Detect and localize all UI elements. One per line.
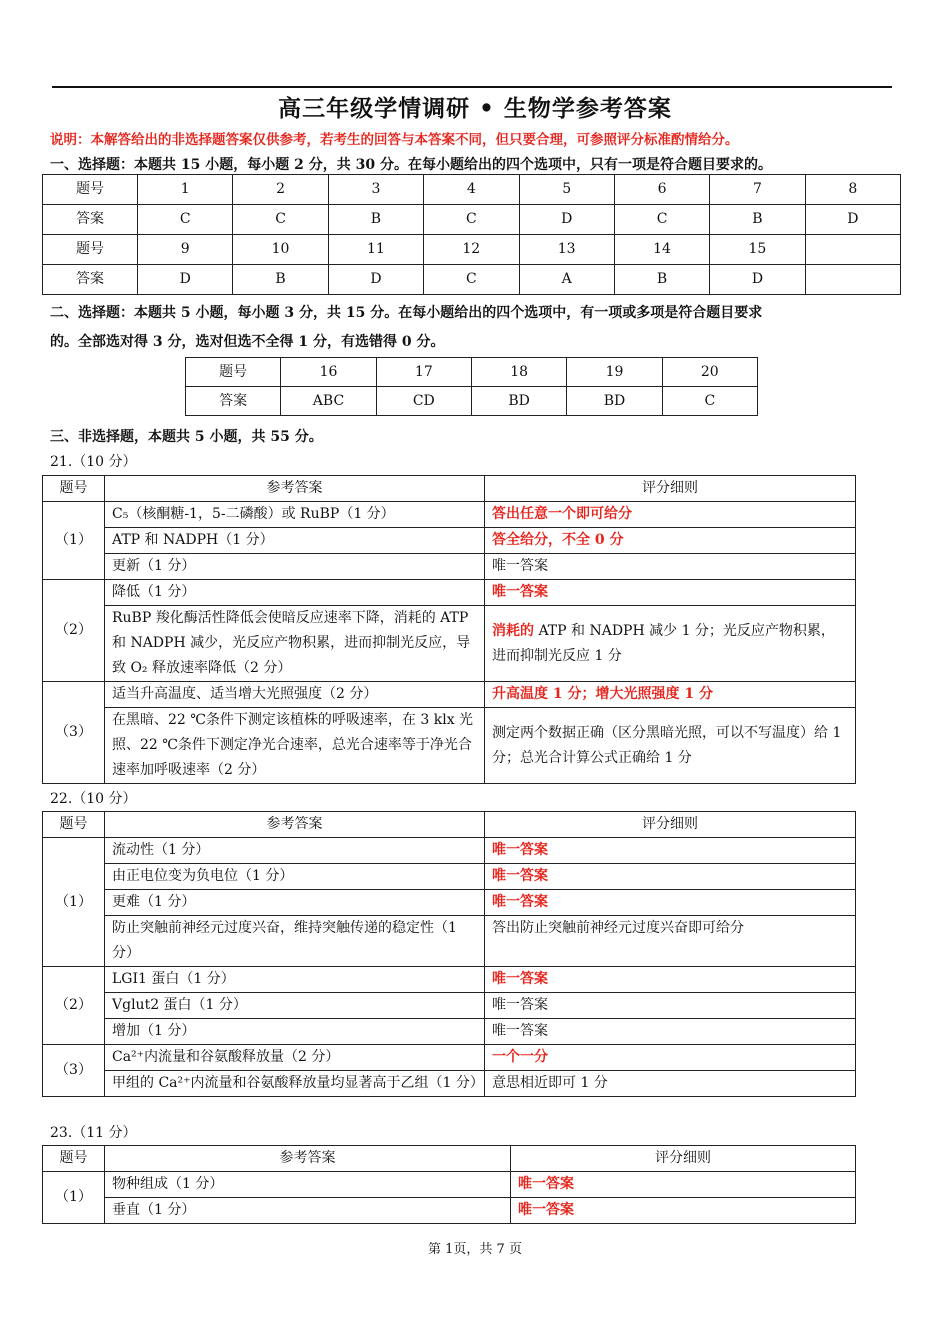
- scoring-rule: [485, 606, 856, 682]
- row-label: 答案: [43, 205, 138, 235]
- part-label: （1）: [43, 1172, 105, 1224]
- table-row: [43, 812, 856, 838]
- answer-cell: ABC: [281, 387, 376, 416]
- reference-answer: 防止突触前神经元过度兴奋，维持突触传递的稳定性（1 分）: [105, 916, 485, 967]
- question-number: 16: [281, 358, 376, 387]
- answer-cell: C: [424, 265, 519, 295]
- table-row: [43, 580, 856, 606]
- part-label: （2）: [43, 580, 105, 682]
- table-row: [43, 476, 856, 502]
- scoring-rule: 答出防止突触前神经元过度兴奋即可给分: [485, 916, 856, 967]
- scoring-rule: 唯一答案: [485, 838, 856, 864]
- answer-cell: A: [519, 265, 614, 295]
- table-row: [43, 708, 856, 784]
- answer-cell: C: [662, 387, 757, 416]
- header-ref: 参考答案: [105, 476, 485, 502]
- q22-table: [42, 811, 856, 1097]
- reference-answer: ATP 和 NADPH（1 分）: [105, 528, 485, 554]
- answer-cell: C: [138, 205, 233, 235]
- question-number: 3: [328, 175, 423, 205]
- reference-answer: 在黑暗、22 ℃条件下测定该植株的呼吸速率，在 3 klx 光照、22 ℃条件下测定净光合速率，总光合速率等于净光合速率加呼吸速率（2 分）: [105, 708, 485, 784]
- table-row: [43, 993, 856, 1019]
- question-number: 17: [376, 358, 471, 387]
- reference-answer: 适当升高温度、适当增大光照强度（2 分）: [105, 682, 485, 708]
- header-num: 题号: [43, 476, 105, 502]
- reference-answer: Vglut2 蛋白（1 分）: [105, 993, 485, 1019]
- scoring-rule: 一个一分: [485, 1045, 856, 1071]
- table-row: [43, 864, 856, 890]
- reference-answer: C₅（核酮糖-1，5-二磷酸）或 RuBP（1 分）: [105, 502, 485, 528]
- table-row: [43, 175, 901, 205]
- reference-answer: 增加（1 分）: [105, 1019, 485, 1045]
- row-label: 题号: [186, 358, 281, 387]
- table-row: [43, 838, 856, 864]
- section2-heading-line1: 二、选择题：本题共 5 小题，每小题 3 分，共 15 分。在每小题给出的四个选项中，有一项或多项是符合题目要求: [50, 305, 763, 321]
- answer-cell: D: [519, 205, 614, 235]
- scoring-rule-highlight: 消耗的: [492, 622, 534, 639]
- row-label: 答案: [43, 265, 138, 295]
- table-row: [43, 916, 856, 967]
- answer-cell: B: [710, 205, 805, 235]
- scoring-rule: 唯一答案: [485, 967, 856, 993]
- question-number: 5: [519, 175, 614, 205]
- reference-answer: 由正电位变为负电位（1 分）: [105, 864, 485, 890]
- question-number: 1: [138, 175, 233, 205]
- scoring-rule: 唯一答案: [485, 890, 856, 916]
- question-number: 9: [138, 235, 233, 265]
- question-number: 19: [567, 358, 662, 387]
- question-number: 12: [424, 235, 519, 265]
- answer-cell: C: [614, 205, 709, 235]
- scoring-rule: 唯一答案: [485, 554, 856, 580]
- answer-cell: BD: [567, 387, 662, 416]
- question-number: [805, 235, 900, 265]
- scoring-rule: 唯一答案: [485, 1019, 856, 1045]
- reference-answer: 更新（1 分）: [105, 554, 485, 580]
- question-number: 7: [710, 175, 805, 205]
- table-row: [43, 1198, 856, 1224]
- section1-heading: 一、选择题：本题共 15 小题，每小题 2 分，共 30 分。在每小题给出的四个选项中，只有一项是符合题目要求的。: [50, 157, 772, 173]
- question-number: 10: [233, 235, 328, 265]
- answer-cell: D: [138, 265, 233, 295]
- scoring-rule: 答出任意一个即可给分: [485, 502, 856, 528]
- reference-answer: 流动性（1 分）: [105, 838, 485, 864]
- table-row: [43, 528, 856, 554]
- row-label: 题号: [43, 235, 138, 265]
- header-rule: 评分细则: [511, 1146, 856, 1172]
- part-label: （1）: [43, 502, 105, 580]
- header-rule: 评分细则: [485, 812, 856, 838]
- answer-cell: B: [328, 205, 423, 235]
- header-num: 题号: [43, 1146, 105, 1172]
- row-label: 答案: [186, 387, 281, 416]
- table-row: [43, 1146, 856, 1172]
- question-number: 4: [424, 175, 519, 205]
- reference-answer: 物种组成（1 分）: [105, 1172, 511, 1198]
- header-ref: 参考答案: [105, 812, 485, 838]
- table-row: [43, 1071, 856, 1097]
- scoring-rule: 唯一答案: [485, 580, 856, 606]
- table-row: [43, 682, 856, 708]
- reference-answer: Ca²⁺内流量和谷氨酸释放量（2 分）: [105, 1045, 485, 1071]
- instruction-note: 说明：本解答给出的非选择题答案仅供参考，若考生的回答与本答案不同，但只要合理，可参照评分标准酌情给分。: [50, 132, 739, 148]
- table-row: [43, 235, 901, 265]
- question-number: 13: [519, 235, 614, 265]
- question-number: 11: [328, 235, 423, 265]
- scoring-rule-text: ATP 和 NADPH 减少 1 分；光反应产物积累，进而抑制光反应 1 分: [492, 622, 835, 664]
- scoring-rule: 唯一答案: [485, 864, 856, 890]
- part-label: （2）: [43, 967, 105, 1045]
- scoring-rule: 唯一答案: [485, 993, 856, 1019]
- table-row: [43, 502, 856, 528]
- table-row: [43, 1045, 856, 1071]
- table-row: [43, 265, 901, 295]
- scoring-rule: 唯一答案: [511, 1172, 856, 1198]
- question-number: 6: [614, 175, 709, 205]
- table-row: [43, 967, 856, 993]
- answer-cell: CD: [376, 387, 471, 416]
- q22-heading: 22.（10 分）: [50, 791, 137, 807]
- scoring-rule: 升高温度 1 分；增大光照强度 1 分: [485, 682, 856, 708]
- question-number: 14: [614, 235, 709, 265]
- header-ref: 参考答案: [105, 1146, 511, 1172]
- table-row: [43, 1172, 856, 1198]
- question-number: 2: [233, 175, 328, 205]
- section1-answer-table: [42, 174, 901, 295]
- q21-heading: 21.（10 分）: [50, 454, 137, 470]
- answer-cell: C: [424, 205, 519, 235]
- part-label: （1）: [43, 838, 105, 967]
- reference-answer: 降低（1 分）: [105, 580, 485, 606]
- section3-heading: 三、非选择题，本题共 5 小题，共 55 分。: [50, 429, 323, 445]
- q21-table: [42, 475, 856, 784]
- section2-answer-table: [185, 357, 758, 416]
- page-footer: 第 1页，共 7 页: [428, 1242, 522, 1257]
- table-row: [186, 358, 758, 387]
- answer-cell: [805, 265, 900, 295]
- answer-cell: D: [710, 265, 805, 295]
- q23-table: [42, 1145, 856, 1224]
- section2-heading-line2: 的。全部选对得 3 分，选对但选不全得 1 分，有选错得 0 分。: [50, 334, 445, 350]
- part-label: （3）: [43, 682, 105, 784]
- top-rule: [52, 86, 892, 88]
- scoring-rule: 唯一答案: [511, 1198, 856, 1224]
- question-number: 18: [471, 358, 566, 387]
- answer-cell: D: [328, 265, 423, 295]
- table-row: [186, 387, 758, 416]
- reference-answer: 甲组的 Ca²⁺内流量和谷氨酸释放量均显著高于乙组（1 分）: [105, 1071, 485, 1097]
- scoring-rule: 答全给分，不全 0 分: [485, 528, 856, 554]
- answer-cell: D: [805, 205, 900, 235]
- header-rule: 评分细则: [485, 476, 856, 502]
- reference-answer: 更难（1 分）: [105, 890, 485, 916]
- question-number: 20: [662, 358, 757, 387]
- table-row: [43, 554, 856, 580]
- table-row: [43, 205, 901, 235]
- row-label: 题号: [43, 175, 138, 205]
- reference-answer: 垂直（1 分）: [105, 1198, 511, 1224]
- reference-answer: LGI1 蛋白（1 分）: [105, 967, 485, 993]
- answer-cell: B: [233, 265, 328, 295]
- table-row: [43, 606, 856, 682]
- q23-heading: 23.（11 分）: [50, 1125, 137, 1141]
- question-number: 8: [805, 175, 900, 205]
- scoring-rule: 测定两个数据正确（区分黑暗光照，可以不写温度）给 1 分；总光合计算公式正确给 1 分: [485, 708, 856, 784]
- answer-cell: C: [233, 205, 328, 235]
- reference-answer: RuBP 羧化酶活性降低会使暗反应速率下降，消耗的 ATP 和 NADPH 减少，光反应产物积累，进而抑制光反应，导致 O₂ 释放速率降低（2 分）: [105, 606, 485, 682]
- table-row: [43, 890, 856, 916]
- page-title: 高三年级学情调研 • 生物学参考答案: [278, 95, 672, 122]
- answer-cell: B: [614, 265, 709, 295]
- table-row: [43, 1019, 856, 1045]
- answer-cell: BD: [471, 387, 566, 416]
- part-label: （3）: [43, 1045, 105, 1097]
- scoring-rule: 意思相近即可 1 分: [485, 1071, 856, 1097]
- question-number: 15: [710, 235, 805, 265]
- header-num: 题号: [43, 812, 105, 838]
